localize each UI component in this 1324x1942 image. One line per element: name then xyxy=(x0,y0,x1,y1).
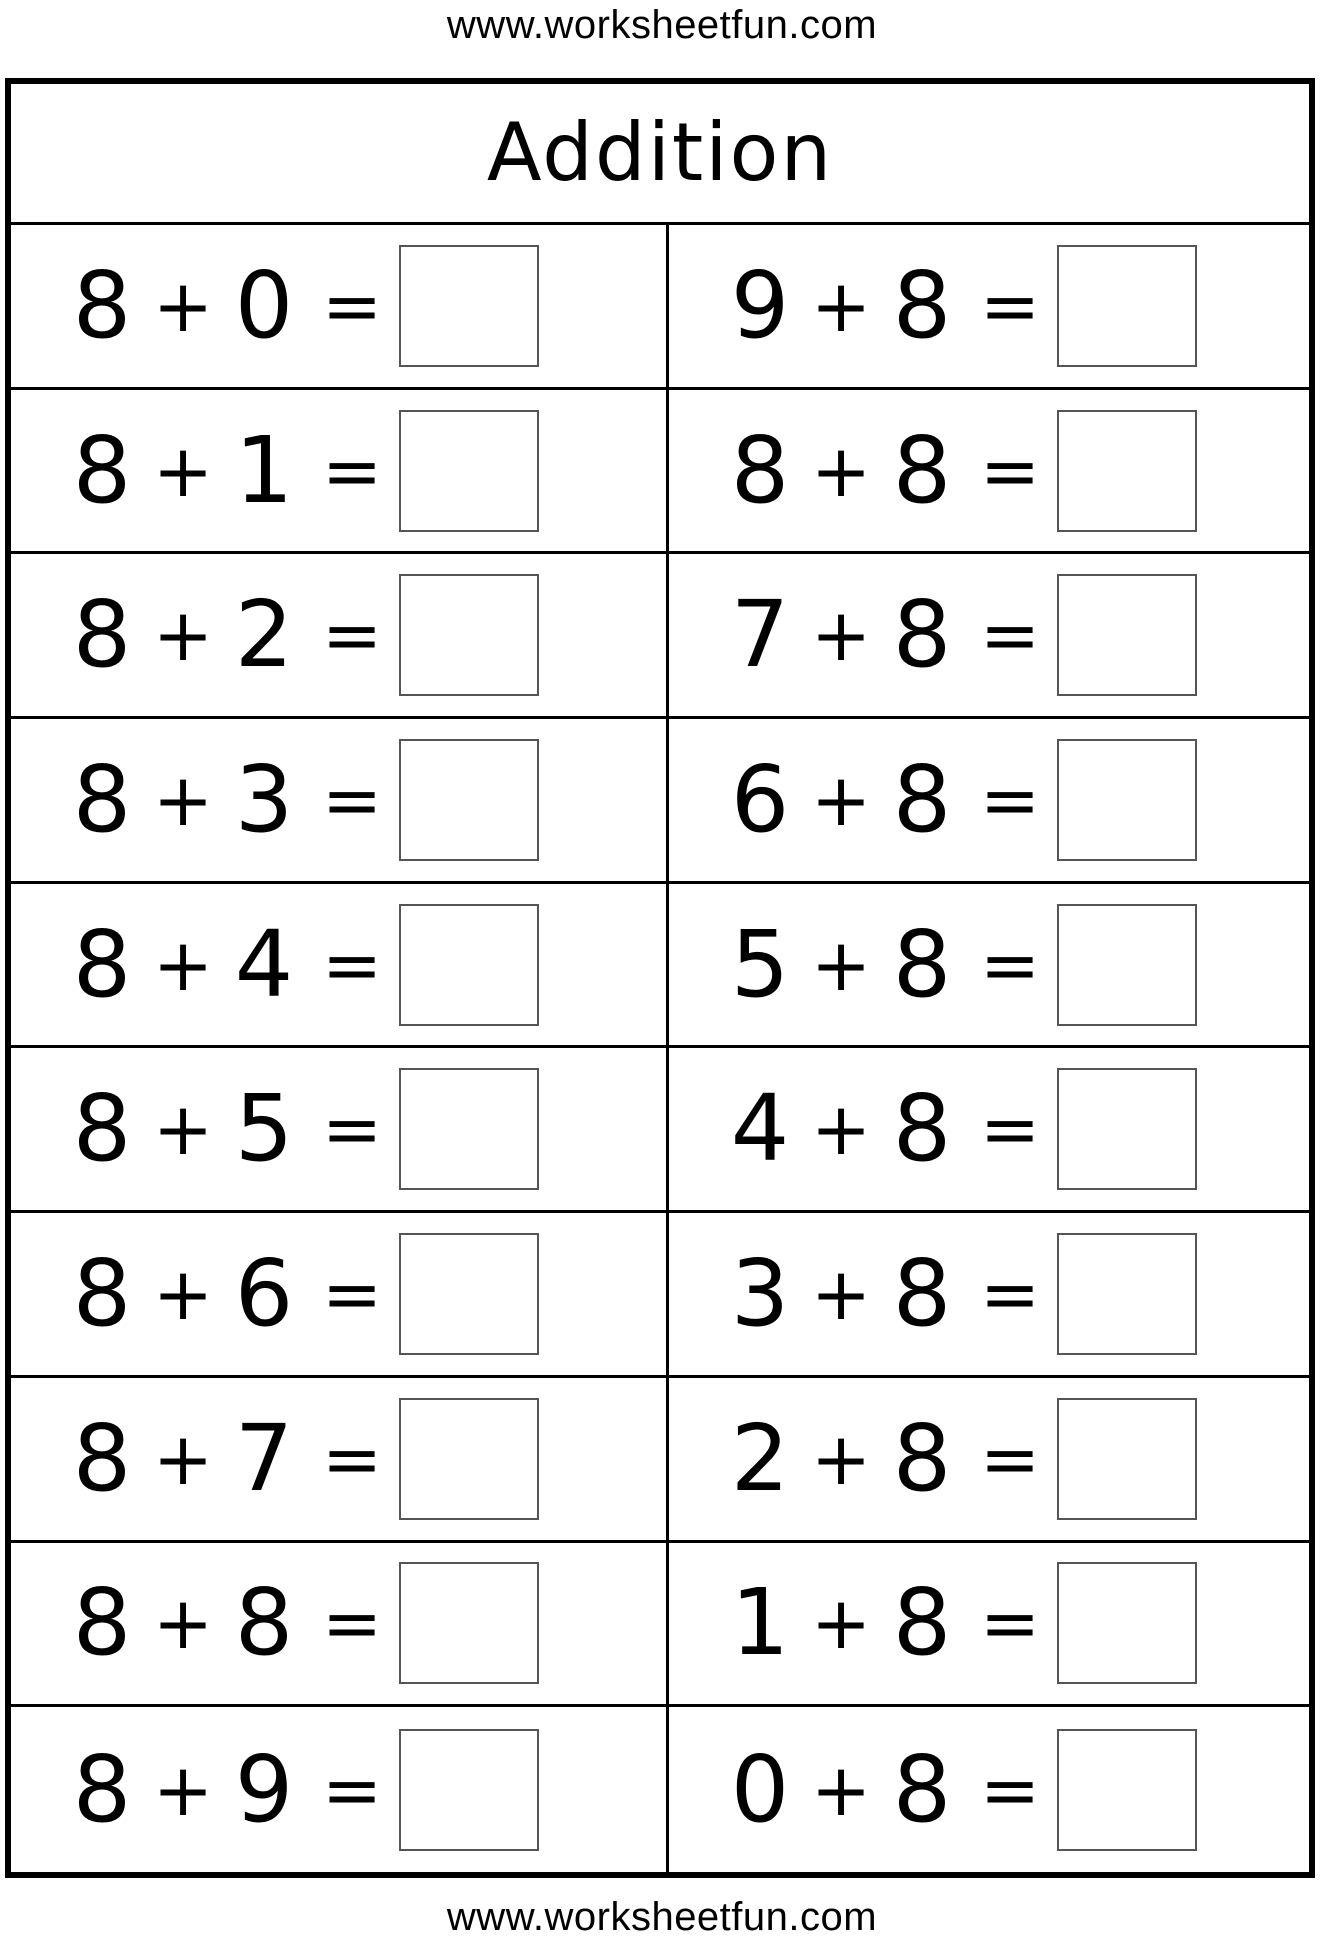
addition-problem xyxy=(669,1233,1197,1355)
addend-first: 1 xyxy=(730,1569,790,1677)
equals-sign: = xyxy=(321,428,383,513)
addition-problem xyxy=(669,739,1197,861)
problem-cell-left xyxy=(11,390,669,555)
addend-second: 8 xyxy=(892,1569,952,1677)
plus-sign: + xyxy=(152,263,214,348)
answer-box[interactable] xyxy=(399,1398,539,1520)
addend-second: 8 xyxy=(234,1569,294,1677)
problem-cell-left xyxy=(11,1048,669,1213)
answer-box[interactable] xyxy=(399,410,539,532)
addend-second: 4 xyxy=(234,910,294,1018)
equals-sign: = xyxy=(321,593,383,678)
equals-sign: = xyxy=(321,263,383,348)
addend-first: 8 xyxy=(72,1075,132,1183)
answer-box[interactable] xyxy=(399,245,539,367)
problem-cell-left xyxy=(11,225,669,390)
problem-cell-right xyxy=(669,884,1309,1049)
answer-box[interactable] xyxy=(1057,1398,1197,1520)
answer-box[interactable] xyxy=(399,904,539,1026)
answer-box[interactable] xyxy=(1057,410,1197,532)
addend-first: 7 xyxy=(730,581,790,689)
plus-sign: + xyxy=(810,922,872,1007)
addend-first: 8 xyxy=(72,581,132,689)
addition-problem xyxy=(669,574,1197,696)
plus-sign: + xyxy=(810,1087,872,1172)
plus-sign: + xyxy=(810,1747,872,1832)
problem-cell-right xyxy=(669,1707,1309,1872)
addend-second: 8 xyxy=(892,910,952,1018)
answer-box[interactable] xyxy=(399,1729,539,1851)
addend-second: 0 xyxy=(234,251,294,359)
addend-first: 0 xyxy=(730,1735,790,1843)
addend-first: 8 xyxy=(72,1569,132,1677)
problem-cell-left xyxy=(11,884,669,1049)
addition-problem xyxy=(11,1562,539,1684)
equals-sign: = xyxy=(979,263,1041,348)
answer-box[interactable] xyxy=(1057,1068,1197,1190)
plus-sign: + xyxy=(152,1747,214,1832)
problem-cell-right xyxy=(669,1543,1309,1708)
answer-box[interactable] xyxy=(1057,1233,1197,1355)
problem-cell-right xyxy=(669,719,1309,884)
addend-second: 3 xyxy=(234,745,294,853)
problem-cell-right xyxy=(669,1048,1309,1213)
answer-box[interactable] xyxy=(1057,1729,1197,1851)
plus-sign: + xyxy=(152,1581,214,1666)
answer-box[interactable] xyxy=(1057,245,1197,367)
addition-problem xyxy=(11,1068,539,1190)
equals-sign: = xyxy=(321,1252,383,1337)
addend-second: 1 xyxy=(234,416,294,524)
addend-second: 8 xyxy=(892,1404,952,1512)
equals-sign: = xyxy=(979,593,1041,678)
answer-box[interactable] xyxy=(399,574,539,696)
problem-cell-left xyxy=(11,1378,669,1543)
plus-sign: + xyxy=(152,757,214,842)
plus-sign: + xyxy=(810,263,872,348)
plus-sign: + xyxy=(152,1252,214,1337)
addend-second: 8 xyxy=(892,1735,952,1843)
site-url-bottom: www.worksheetfun.com xyxy=(446,1895,878,1939)
problem-cell-right xyxy=(669,1213,1309,1378)
addend-second: 8 xyxy=(892,251,952,359)
addition-problem xyxy=(11,1398,539,1520)
problem-grid xyxy=(11,225,1309,1872)
addend-first: 8 xyxy=(72,1404,132,1512)
plus-sign: + xyxy=(810,1581,872,1666)
addition-problem xyxy=(11,739,539,861)
problem-cell-left xyxy=(11,554,669,719)
plus-sign: + xyxy=(810,757,872,842)
addition-problem xyxy=(11,410,539,532)
addend-first: 8 xyxy=(72,1735,132,1843)
addition-problem xyxy=(11,245,539,367)
plus-sign: + xyxy=(810,1252,872,1337)
answer-box[interactable] xyxy=(399,1068,539,1190)
addition-problem xyxy=(669,1398,1197,1520)
addend-first: 8 xyxy=(72,1240,132,1348)
title-row xyxy=(11,84,1309,225)
addition-problem xyxy=(11,1729,539,1851)
equals-sign: = xyxy=(321,922,383,1007)
addend-first: 6 xyxy=(730,745,790,853)
problem-cell-right xyxy=(669,1378,1309,1543)
equals-sign: = xyxy=(321,1416,383,1501)
addition-problem xyxy=(669,1729,1197,1851)
answer-box[interactable] xyxy=(1057,904,1197,1026)
addition-problem xyxy=(11,1233,539,1355)
problem-cell-right xyxy=(669,554,1309,719)
addend-second: 8 xyxy=(892,581,952,689)
addend-first: 8 xyxy=(72,745,132,853)
answer-box[interactable] xyxy=(399,739,539,861)
addend-first: 5 xyxy=(730,910,790,1018)
equals-sign: = xyxy=(979,1252,1041,1337)
addend-second: 9 xyxy=(234,1735,294,1843)
addition-problem xyxy=(669,410,1197,532)
addend-first: 4 xyxy=(730,1075,790,1183)
addend-first: 3 xyxy=(730,1240,790,1348)
plus-sign: + xyxy=(152,593,214,678)
addend-second: 8 xyxy=(892,1240,952,1348)
addend-second: 6 xyxy=(234,1240,294,1348)
addend-first: 2 xyxy=(730,1404,790,1512)
equals-sign: = xyxy=(321,1581,383,1666)
equals-sign: = xyxy=(979,1747,1041,1832)
plus-sign: + xyxy=(810,593,872,678)
problem-cell-left xyxy=(11,1707,669,1872)
equals-sign: = xyxy=(321,1747,383,1832)
equals-sign: = xyxy=(979,922,1041,1007)
worksheet xyxy=(5,78,1315,1878)
addition-problem xyxy=(669,245,1197,367)
plus-sign: + xyxy=(152,1416,214,1501)
answer-box[interactable] xyxy=(399,1233,539,1355)
plus-sign: + xyxy=(152,922,214,1007)
equals-sign: = xyxy=(979,1416,1041,1501)
addend-first: 8 xyxy=(72,251,132,359)
addend-second: 5 xyxy=(234,1075,294,1183)
addition-problem xyxy=(669,1562,1197,1684)
problem-cell-left xyxy=(11,719,669,884)
problem-cell-right xyxy=(669,225,1309,390)
addition-problem xyxy=(11,904,539,1026)
problem-cell-right xyxy=(669,390,1309,555)
plus-sign: + xyxy=(810,1416,872,1501)
plus-sign: + xyxy=(152,1087,214,1172)
site-url-top: www.worksheetfun.com xyxy=(446,3,878,47)
plus-sign: + xyxy=(810,428,872,513)
addition-problem xyxy=(669,904,1197,1026)
equals-sign: = xyxy=(979,1581,1041,1666)
equals-sign: = xyxy=(979,1087,1041,1172)
problem-cell-left xyxy=(11,1213,669,1378)
addend-first: 8 xyxy=(72,416,132,524)
addend-second: 2 xyxy=(234,581,294,689)
problem-cell-left xyxy=(11,1543,669,1708)
addend-second: 7 xyxy=(234,1404,294,1512)
answer-box[interactable] xyxy=(399,1562,539,1684)
answer-box[interactable] xyxy=(1057,574,1197,696)
answer-box[interactable] xyxy=(1057,739,1197,861)
equals-sign: = xyxy=(979,757,1041,842)
answer-box[interactable] xyxy=(1057,1562,1197,1684)
plus-sign: + xyxy=(152,428,214,513)
addend-second: 8 xyxy=(892,1075,952,1183)
addition-problem xyxy=(11,574,539,696)
worksheet-title: Addition xyxy=(486,106,834,199)
equals-sign: = xyxy=(321,1087,383,1172)
equals-sign: = xyxy=(321,757,383,842)
addend-first: 8 xyxy=(730,416,790,524)
addend-first: 9 xyxy=(730,251,790,359)
addend-second: 8 xyxy=(892,745,952,853)
equals-sign: = xyxy=(979,428,1041,513)
addend-first: 8 xyxy=(72,910,132,1018)
addend-second: 8 xyxy=(892,416,952,524)
addition-problem xyxy=(669,1068,1197,1190)
